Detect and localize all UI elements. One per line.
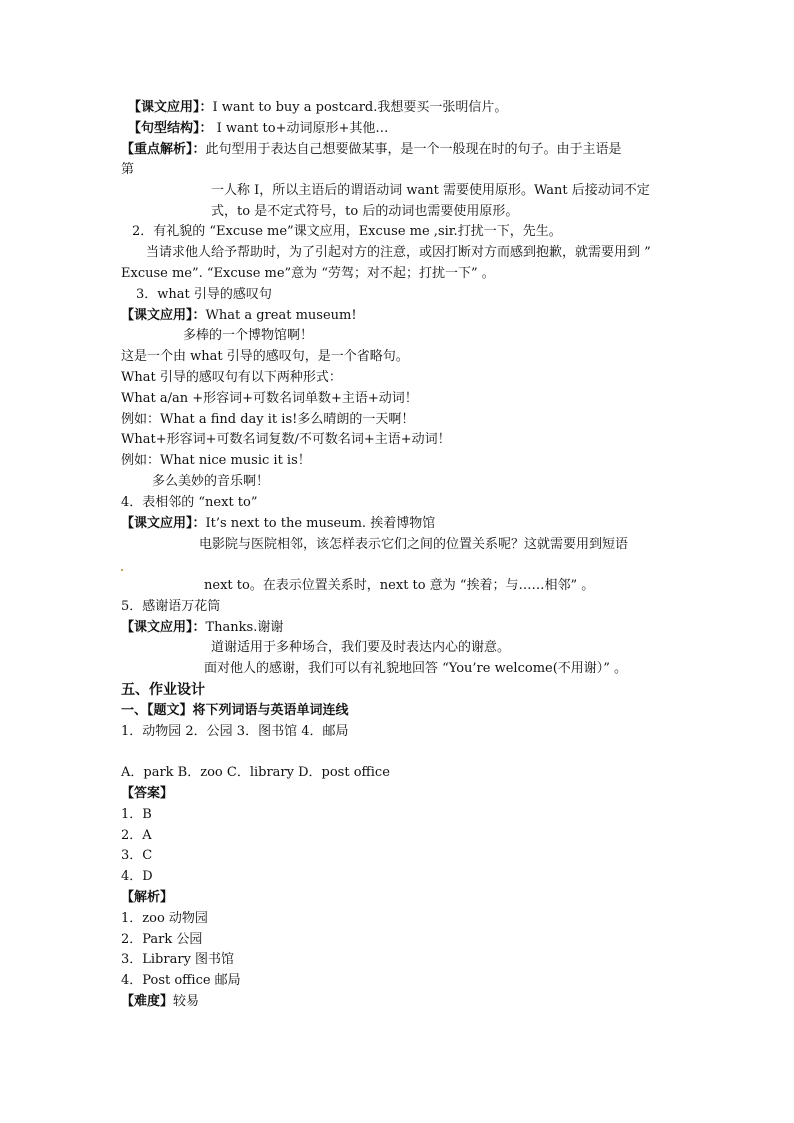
exclamation-forms-intro: What 引导的感叹句有以下两种形式： xyxy=(121,370,342,385)
lesson-application-text: What a great museum! xyxy=(205,308,357,323)
difficulty-line xyxy=(121,992,199,1012)
question-options-list: A．park B．zoo C．library D．post office xyxy=(121,765,390,780)
lesson-application-tag: 【课文应用】： xyxy=(121,516,206,531)
homework-heading: 五、作业设计 xyxy=(121,682,205,698)
sentence-structure-tag: 【句型结构】： xyxy=(128,121,213,136)
museum-translation: 多棒的一个博物馆啊！ xyxy=(183,328,314,343)
difficulty-tag: 【难度】 xyxy=(121,994,174,1009)
thanks-explanation: 道谢适用于多种场合，我们要及时表达内心的谢意。 xyxy=(211,640,511,655)
analysis-item: 1．zoo 动物园 xyxy=(121,911,208,926)
lesson-application-line-4 xyxy=(121,514,435,534)
lesson-application-text: I want to buy a postcard.我想要买一张明信片。 xyxy=(212,100,508,115)
key-analysis-text: 此句型用于表达自己想要做某事，是一个一般现在时的句子。由于主语是 xyxy=(205,142,622,157)
section-4-heading: 4．表相邻的 “next to” xyxy=(121,495,258,510)
key-analysis-cont-2: 式，to 是不定式符号，to 后的动词也需要使用原形。 xyxy=(211,204,519,219)
answer-item: 2．A xyxy=(121,828,152,843)
section-3-heading: 3．what 引导的感叹句 xyxy=(136,287,272,302)
key-analysis-line xyxy=(121,140,622,160)
analysis-item: 4．Post office 邮局 xyxy=(121,973,241,988)
excuse-me-meaning: Excuse me”. “Excuse me”意为 “劳驾；对不起；打扰一下” 。 xyxy=(121,266,495,281)
question-title: 一、【题文】将下列词语与英语单词连线 xyxy=(121,703,349,718)
lesson-application-text: Thanks.谢谢 xyxy=(205,620,284,635)
answer-item: 1．B xyxy=(121,807,152,822)
lesson-application-tag: 【课文应用】： xyxy=(121,308,206,323)
excuse-me-explanation: 当请求他人给予帮助时，为了引起对方的注意，或因打断对方而感到抱歉，就需要用到 ” xyxy=(146,245,651,260)
lesson-application-line-3 xyxy=(121,306,357,326)
analysis-item: 2．Park 公园 xyxy=(121,932,203,947)
lesson-application-line-1 xyxy=(128,98,507,118)
lesson-application-tag: 【课文应用】： xyxy=(121,620,206,635)
answer-heading: 【答案】 xyxy=(121,786,174,801)
key-analysis-wrap: 第 xyxy=(121,162,135,177)
answer-item: 4．D xyxy=(121,869,153,884)
exclamation-example-2: 例如：What nice music it is！ xyxy=(121,453,311,468)
sentence-structure-text: I want to+动词原形+其他… xyxy=(212,121,389,136)
thanks-reply: 面对他人的感谢，我们可以有礼貌地回答 “You’re welcome(不用谢）” 。 xyxy=(204,661,628,676)
next-to-meaning: next to。在表示位置关系时，next to 意为 “挨着；与……相邻” 。 xyxy=(204,578,595,593)
analysis-heading: 【解析】 xyxy=(121,890,174,905)
key-analysis-cont-1: 一人称 I，所以主语后的谓语动词 want 需要使用原形。Want 后接动词不定 xyxy=(211,183,650,198)
difficulty-value: 较易 xyxy=(173,994,200,1009)
lesson-application-tag: 【课文应用】： xyxy=(128,100,213,115)
lesson-application-line-5 xyxy=(121,618,283,638)
question-words-list: 1．动物园 2．公园 3．图书馆 4．邮局 xyxy=(121,724,349,739)
section-2-heading: 2．有礼貌的 “Excuse me”课文应用，Excuse me ,sir.打扰一下，先生。 xyxy=(132,224,562,239)
section-5-heading: 5．感谢语万花筒 xyxy=(121,599,221,614)
answer-item: 3．C xyxy=(121,848,153,863)
sentence-structure-line xyxy=(128,119,388,139)
exclamation-form-2: What+形容词+可数名词复数/不可数名词+主语+动词！ xyxy=(121,432,451,447)
exclamation-example-2-translation: 多么美妙的音乐啊！ xyxy=(152,474,270,489)
analysis-item: 3．Library 图书馆 xyxy=(121,952,235,967)
next-to-explanation: 电影院与医院相邻，该怎样表示它们之间的位置关系呢？这就需要用到短语 xyxy=(199,537,629,552)
exclamation-note: 这是一个由 what 引导的感叹句，是一个省略句。 xyxy=(121,349,409,364)
lesson-application-text: It’s next to the museum. 挨着博物馆 xyxy=(205,516,436,531)
stray-mark xyxy=(121,569,123,571)
exclamation-example-1: 例如：What a find day it is!多么晴朗的一天啊！ xyxy=(121,412,415,427)
exclamation-form-1: What a/an +形容词+可数名词单数+主语+动词！ xyxy=(121,391,418,406)
key-analysis-tag: 【重点解析】： xyxy=(121,142,206,157)
